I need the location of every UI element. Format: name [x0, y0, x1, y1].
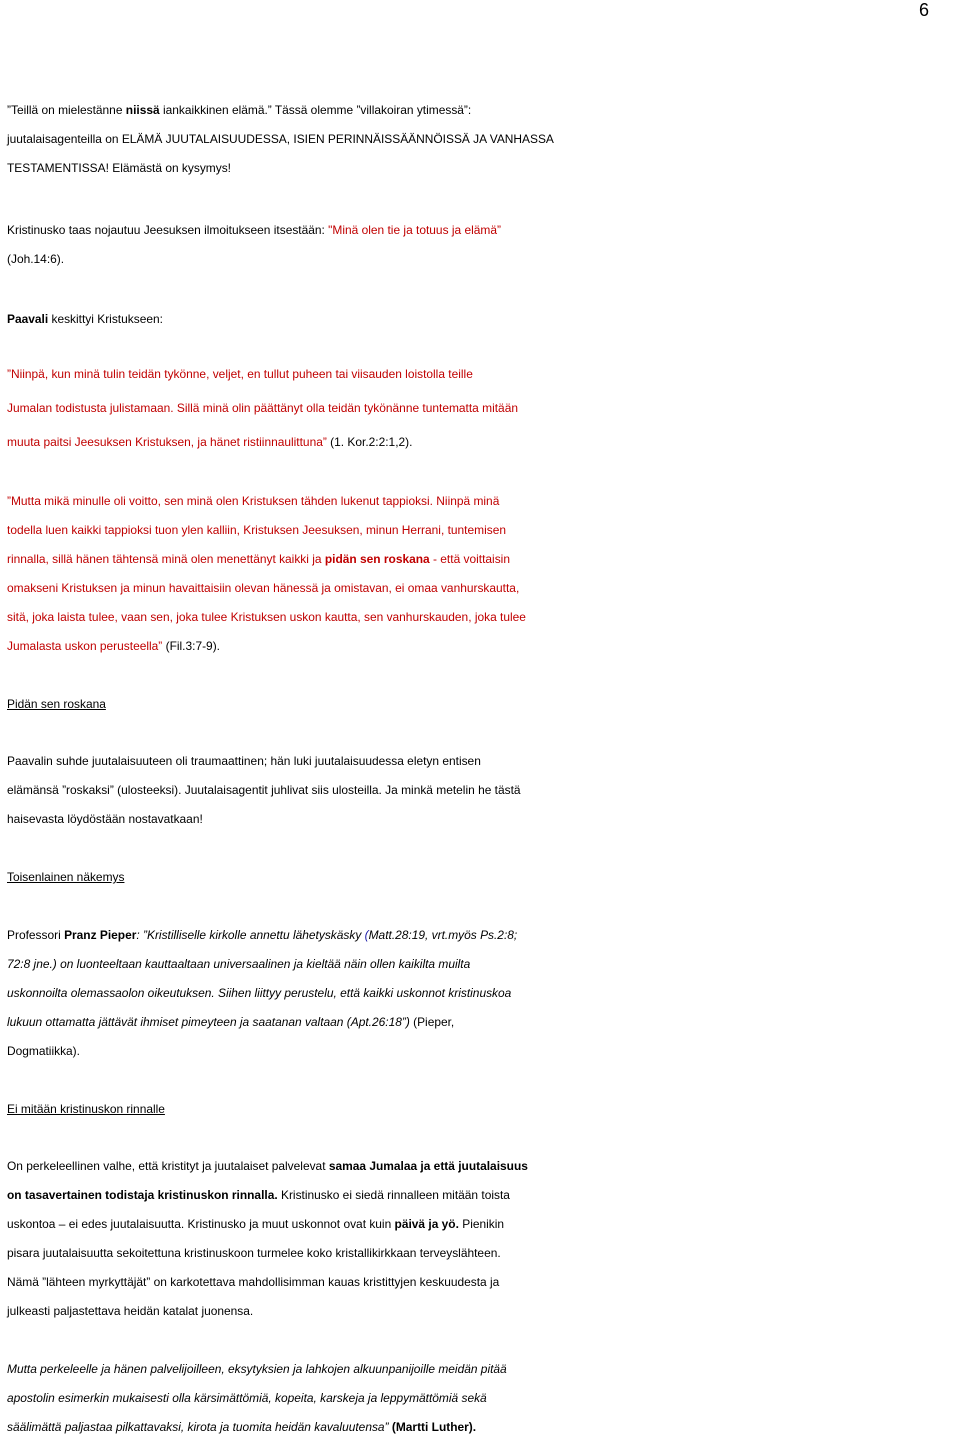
text-line	[7, 425, 960, 459]
bold-text: pidän sen roskana	[324, 552, 430, 566]
bold-text: niissä	[125, 103, 160, 117]
quote-philippians	[7, 487, 960, 661]
paragraph-pieper	[7, 921, 960, 1066]
blue-paren: (	[364, 928, 369, 942]
text-line: 72:8 jne.) on luonteeltaan kauttaaltaan universaalinen ja kieltää näin ollen kaikilta muilta	[7, 957, 471, 971]
text-line	[7, 1181, 960, 1210]
page-number: 6	[919, 0, 930, 20]
text-run: Kristinusko taas nojautuu Jeesuksen ilmoitukseen itsestään:	[7, 223, 329, 237]
paragraph-christianity	[7, 216, 960, 274]
paragraph-paul	[7, 305, 960, 334]
bold-text: (Martti Luther).	[388, 1420, 477, 1434]
text-line	[7, 1413, 960, 1442]
red-quote: "Minä olen tie ja totuus ja elämä”	[328, 223, 501, 237]
text-run: Pienikin	[458, 1217, 505, 1231]
reference: (1. Kor.2:2:1,2).	[326, 435, 413, 449]
paragraph-trauma	[7, 747, 960, 834]
bold-text: päivä ja yö.	[394, 1217, 459, 1231]
text-line	[7, 1152, 960, 1181]
heading-roskana	[7, 690, 960, 719]
text-line: (Joh.14:6).	[7, 252, 65, 266]
text-line: elämänsä ”roskaksi” (ulosteeksi). Juutalaisagentit juhlivat siis ulosteilla. Ja minkä metelin he tästä	[7, 783, 521, 797]
heading-rinnalle	[7, 1095, 960, 1124]
text-line	[7, 216, 960, 245]
heading-nakemys	[7, 863, 960, 892]
bold-text: Pranz Pieper	[64, 928, 137, 942]
text-run: iankaikkinen elämä.” Tässä olemme ”villakoiran ytimessä”:	[159, 103, 472, 117]
text-run: (Pieper,	[409, 1015, 455, 1029]
italic-text: lukuun ottamatta jättävät ihmiset pimeyteen ja saatanan valtaan (Apt.26:18”)	[7, 1015, 410, 1029]
text-run: ”Teillä on mielestänne	[7, 103, 126, 117]
section-heading: Pidän sen roskana	[7, 697, 106, 711]
red-quote: rinnalla, sillä hänen tähtensä minä olen menettänyt kaikki ja	[7, 552, 325, 566]
italic-text: Matt.28:19, vrt.myös Ps.2:8;	[368, 928, 518, 942]
text-line: Nämä ”lähteen myrkyttäjät” on karkotettava mahdollisimman kauas kristittyjen keskuudesta ja	[7, 1275, 500, 1289]
text-line	[7, 921, 960, 950]
text-line: todella luen kaikki tappioksi tuon ylen kalliin, Kristuksen Jeesuksen, minun Herrani, tuntemisen	[7, 523, 506, 537]
bold-text: on tasavertainen todistaja kristinuskon rinnalla.	[7, 1188, 278, 1202]
text-line	[7, 545, 960, 574]
text-line: uskonnoilta olemassaolon oikeutuksen. Siihen liittyy perustelu, että kaikki uskonnot kristinuskoa	[7, 986, 512, 1000]
text-line: Dogmatiikka).	[7, 1044, 80, 1058]
quote-corinthians	[7, 357, 960, 459]
text-line: ”Niinpä, kun minä tulin teidän tykönne, veljet, en tullut puheen tai viisauden loistolla teille	[7, 367, 473, 381]
reference: (Fil.3:7-9).	[162, 639, 220, 653]
italic-text: säälimättä paljastaa pilkattavaksi, kirota ja tuomita heidän kavaluutensa”	[7, 1420, 389, 1434]
red-quote: Jumalasta uskon perusteella”	[7, 639, 163, 653]
text-run: Kristinusko ei siedä rinnalleen mitään toista	[277, 1188, 510, 1202]
text-run: On perkeleellinen valhe, että kristityt ja juutalaiset palvelevat	[7, 1159, 329, 1173]
text-line	[7, 1008, 960, 1037]
text-line: omakseni Kristuksen ja minun havaittaisiin olevan hänessä ja omistavan, ei omaa vanhurskautta,	[7, 581, 520, 595]
text-line	[7, 1210, 960, 1239]
section-heading: Toisenlainen näkemys	[7, 870, 125, 884]
text-line: ”Mutta mikä minulle oli voitto, sen minä olen Kristuksen tähden lukenut tappioksi. Niinpä minä	[7, 494, 500, 508]
text-line: pisara juutalaisuutta sekoitettuna kristinuskoon turmelee koko kristallikirkkaan terveyslähteen.	[7, 1246, 501, 1260]
text-run: TESTAMENTISSA!	[7, 161, 113, 175]
text-line: Paavalin suhde juutalaisuuteen oli traumaattinen; hän luki juutalaisuudessa eletyn entisen	[7, 754, 481, 768]
text-run: Elämästä on kysymys!	[112, 161, 231, 175]
text-line	[7, 632, 960, 661]
text-line: haisevasta löydöstään nostavatkaan!	[7, 812, 203, 826]
text-line: Mutta perkeleelle ja hänen palvelijoilleen, eksytyksien ja lahkojen alkuunpanijoille meidän pitää	[7, 1362, 507, 1376]
text-run: uskontoa – ei edes juutalaisuutta. Kristinusko ja muut uskonnot ovat kuin	[7, 1217, 395, 1231]
text-line	[7, 391, 960, 425]
red-quote: - että voittaisin	[429, 552, 510, 566]
text-line: apostolin esimerkin mukaisesti olla kärsimättömiä, kopeita, karskeja ja leppymättömiä sekä	[7, 1391, 487, 1405]
red-quote: Jumalan todistusta julistamaan.	[7, 401, 174, 415]
text-line: julkeasti paljastettava heidän katalat juonensa.	[7, 1304, 254, 1318]
paragraph-valhe	[7, 1152, 960, 1326]
red-quote: Sillä minä olin päättänyt olla teidän tykönänne tuntematta mitään	[173, 401, 518, 415]
text-line: juutalaisagenteilla on ELÄMÄ JUUTALAISUUDESSA, ISIEN PERINNÄISSÄÄNNÖISSÄ JA VANHASSA	[7, 132, 554, 146]
bold-text: Paavali	[7, 312, 49, 326]
italic-text: : ”Kristilliselle kirkolle annettu lähetyskäsky	[136, 928, 365, 942]
text-line: sitä, joka laista tulee, vaan sen, joka tulee Kristuksen uskon kautta, sen vanhurskauden, joka tulee	[7, 610, 526, 624]
text-line	[7, 96, 960, 125]
paragraph-intro	[7, 96, 960, 183]
section-heading: Ei mitään kristinuskon rinnalle	[7, 1102, 165, 1116]
text-line	[7, 154, 960, 183]
paragraph-luther	[7, 1355, 960, 1442]
text-run: keskittyi Kristukseen:	[48, 312, 163, 326]
text-line	[7, 305, 960, 334]
bold-text: samaa Jumalaa ja että juutalaisuus	[328, 1159, 528, 1173]
red-quote: muuta paitsi Jeesuksen Kristuksen, ja hänet ristiinnaulittuna”	[7, 435, 327, 449]
text-run: Professori	[7, 928, 65, 942]
